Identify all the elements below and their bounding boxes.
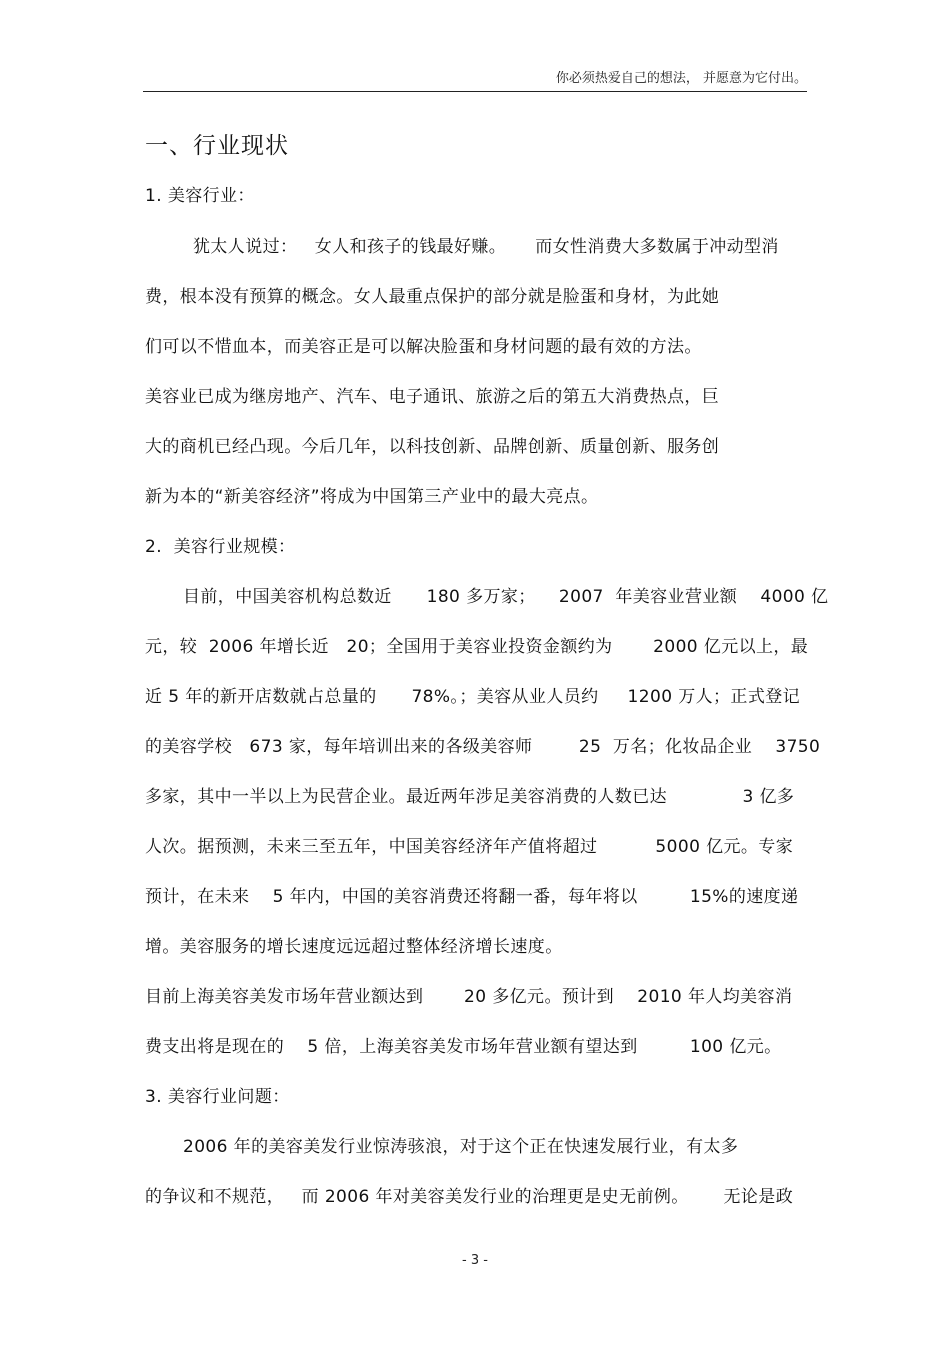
subheading-beauty-industry: 1. 美容行业： [145, 186, 255, 206]
paragraph-line: 们可以不惜血本，而美容正是可以解决脸蛋和身材问题的最有效的方法。 [145, 337, 702, 357]
paragraph-line: 元，较 2006 年增长近 20；全国用于美容业投资金额约为 2000 亿元以上，最 [145, 637, 809, 657]
section-title: 一、行业现状 [145, 133, 289, 159]
subheading-industry-problems: 3. 美容行业问题： [145, 1087, 290, 1107]
paragraph-line: 美容业已成为继房地产、汽车、电子通讯、旅游之后的第五大消费热点，巨 [145, 387, 720, 407]
paragraph-line: 多家，其中一半以上为民营企业。最近两年涉足美容消费的人数已达 3 亿多 [145, 787, 795, 807]
paragraph-line: 新为本的“新美容经济”将成为中国第三产业中的最大亮点。 [145, 487, 599, 507]
paragraph-line: 大的商机已经凸现。今后几年，以科技创新、品牌创新、质量创新、服务创 [145, 437, 720, 457]
page-number: - 3 - [462, 1253, 488, 1268]
header-motto: 你必须热爱自己的想法， 并愿意为它付出。 [555, 71, 807, 86]
paragraph-line: 费，根本没有预算的概念。女人最重点保护的部分就是脸蛋和身材，为此她 [145, 287, 720, 307]
paragraph-line: 目前，中国美容机构总数近 180 多万家； 2007 年美容业营业额 4000 亿 [183, 587, 829, 607]
paragraph-line: 人次。据预测，未来三至五年，中国美容经济年产值将超过 5000 亿元。专家 [145, 837, 794, 857]
subheading-industry-scale: 2. 美容行业规模： [145, 537, 296, 557]
paragraph-line: 2006 年的美容美发行业惊涛骇浪，对于这个正在快速发展行业，有太多 [183, 1137, 739, 1157]
paragraph-line: 犹太人说过： 女人和孩子的钱最好赚。 而女性消费大多数属于冲动型消 [193, 237, 779, 257]
paragraph-line: 增。美容服务的增长速度远远超过整体经济增长速度。 [145, 937, 563, 957]
paragraph-line: 近 5 年的新开店数就占总量的 78%。；美容从业人员约 1200 万人；正式登记 [145, 687, 801, 707]
header-rule [143, 91, 807, 92]
paragraph-line: 费支出将是现在的 5 倍，上海美容美发市场年营业额有望达到 100 亿元。 [145, 1037, 782, 1057]
paragraph-line: 预计，在未来 5 年内，中国的美容消费还将翻一番，每年将以 15%的速度递 [145, 887, 799, 907]
paragraph-line: 目前上海美容美发市场年营业额达到 20 多亿元。预计到 2010 年人均美容消 [145, 987, 793, 1007]
paragraph-line: 的争议和不规范， 而 2006 年对美容美发行业的治理更是史无前例。 无论是政 [145, 1187, 794, 1207]
paragraph-line: 的美容学校 673 家，每年培训出来的各级美容师 25 万名；化妆品企业 3750 [145, 737, 821, 757]
